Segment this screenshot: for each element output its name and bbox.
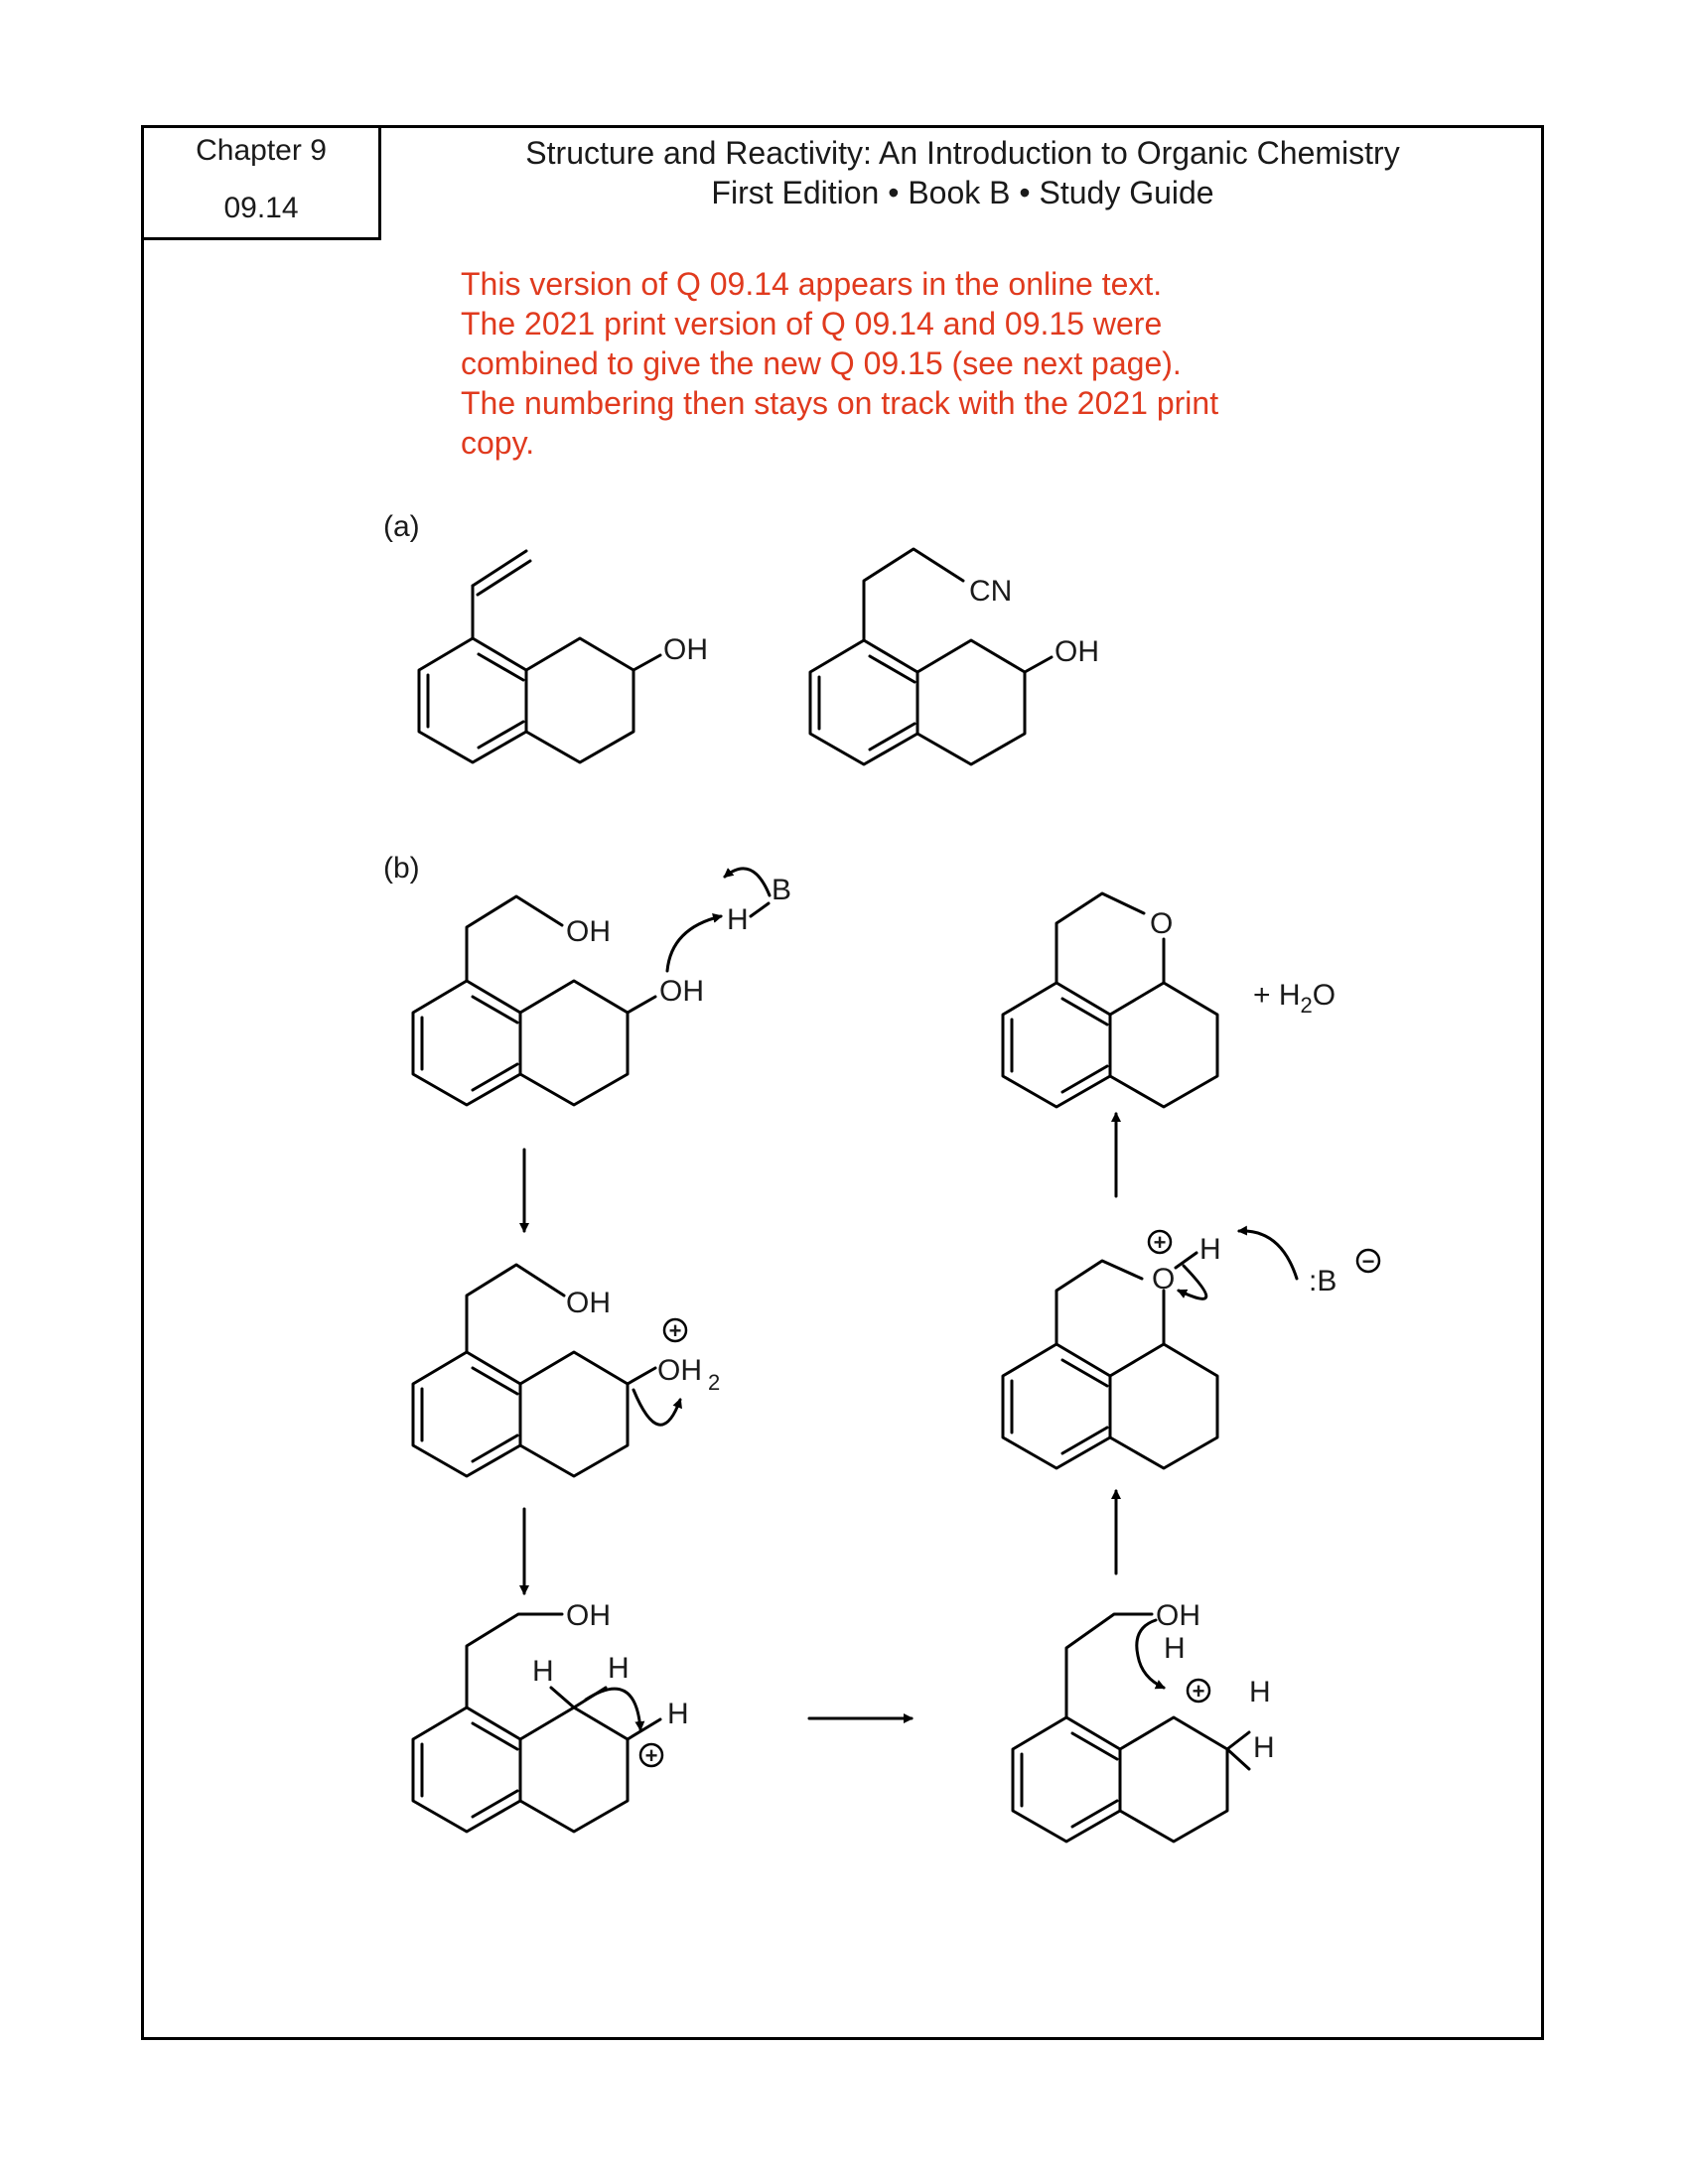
label-h: H [1199, 1233, 1221, 1266]
label-h: H [608, 1652, 630, 1685]
molecule-a1 [419, 551, 660, 762]
label-base: :B [1309, 1265, 1337, 1297]
molecule-step3 [413, 1614, 660, 1832]
label-oh: OH [566, 1287, 611, 1319]
question-number: 09.14 [223, 192, 299, 224]
chapter-label: Chapter 9 [196, 134, 327, 167]
label-base: B [772, 874, 792, 906]
part-a-label: (a) [383, 510, 420, 543]
book-title: Structure and Reactivity: An Introduction to Organic Chemistry [525, 135, 1400, 171]
note-line: combined to give the new Q 09.15 (see next page). [461, 345, 1182, 381]
water-suffix: O [1312, 979, 1336, 1012]
label-h: H [532, 1655, 554, 1688]
molecule-step2 [413, 1265, 680, 1476]
note-line: The 2021 print version of Q 09.14 and 09.15 were [461, 306, 1163, 341]
label-cn: CN [969, 575, 1013, 608]
molecule-step5 [1003, 1231, 1297, 1468]
label-h: H [1253, 1731, 1275, 1764]
plus-sign: + [644, 1743, 658, 1768]
label-oh: OH [659, 975, 704, 1008]
note-line: This version of Q 09.14 appears in the online text. [461, 266, 1163, 302]
label-h: H [1164, 1632, 1186, 1665]
label-h: H [667, 1698, 689, 1730]
label-o: O [1152, 1263, 1176, 1296]
molecule-step4 [1013, 1614, 1249, 1842]
label-h: H [727, 903, 749, 936]
molecule-step1 [413, 869, 770, 1105]
label-oh: OH [1055, 635, 1099, 668]
label-oh: OH [1156, 1599, 1200, 1632]
label-o: O [1150, 907, 1174, 940]
label-oxonium: OH [657, 1354, 702, 1387]
label-oh: OH [663, 633, 708, 666]
plus-sign: + [668, 1318, 682, 1343]
label-oh: OH [566, 1599, 611, 1632]
label-subscript: 2 [708, 1370, 721, 1395]
label-h: H [1249, 1676, 1271, 1708]
note-line: copy. [461, 425, 535, 461]
book-subtitle: First Edition • Book B • Study Guide [711, 175, 1214, 210]
water-prefix: + H [1253, 979, 1301, 1012]
part-b-label: (b) [383, 852, 420, 885]
note-line: The numbering then stays on track with the 2021 print [461, 385, 1219, 421]
minus-sign: − [1361, 1249, 1375, 1274]
plus-sign: + [1192, 1679, 1205, 1704]
molecule-a2 [810, 549, 1052, 764]
molecule-product [1003, 893, 1217, 1107]
label-oh: OH [566, 915, 611, 948]
water-subscript: 2 [1300, 993, 1313, 1018]
water-label [1253, 979, 1336, 1018]
plus-sign: + [1153, 1230, 1167, 1255]
